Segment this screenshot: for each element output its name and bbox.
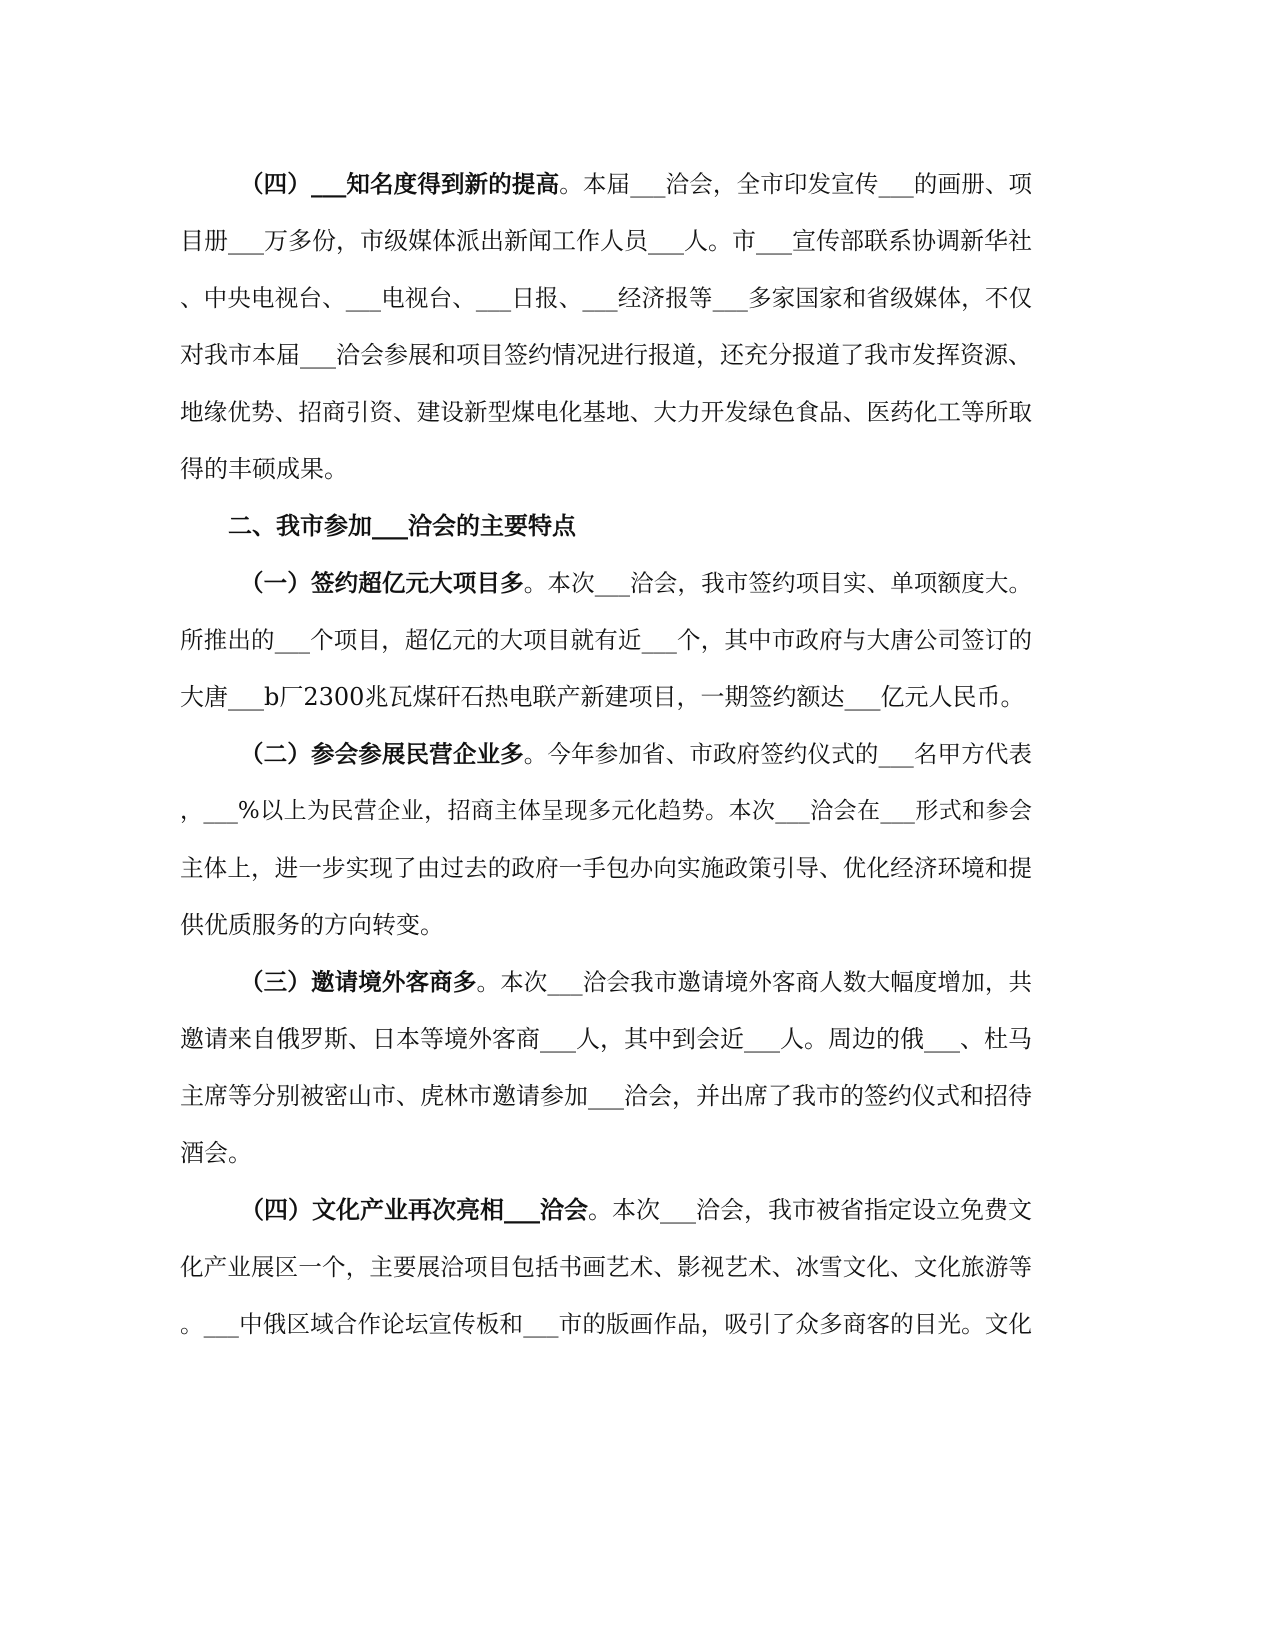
line-text: 邀请来自俄罗斯、日本等境外客商___人，其中到会近___人。周边的俄___、杜马 <box>180 1025 1032 1053</box>
text-line <box>180 796 1032 826</box>
text-line <box>240 967 1032 997</box>
line-text: 所推出的___个项目，超亿元的大项目就有近___个，其中市政府与大唐公司签订的 <box>180 626 1032 654</box>
text-line <box>180 625 1032 655</box>
line-text: 大唐___b厂2300兆瓦煤矸石热电联产新建项目，一期签约额达___亿元人民币。 <box>180 683 1025 711</box>
text-line <box>180 454 348 484</box>
line-text: 主席等分别被密山市、虎林市邀请参加___洽会，并出席了我市的签约仪式和招待 <box>180 1082 1032 1110</box>
text-line <box>240 1195 1032 1225</box>
subheading: （二）参会参展民营企业多 <box>240 740 524 768</box>
text-line <box>240 568 1032 598</box>
line-text: 酒会。 <box>180 1139 252 1167</box>
text-line <box>180 682 1024 712</box>
text-line <box>240 169 1032 199</box>
line-text: 对我市本届___洽会参展和项目签约情况进行报道，还充分报道了我市发挥资源、 <box>180 341 1032 369</box>
text-line <box>180 853 1032 883</box>
section-heading-text: 二、我市参加___洽会的主要特点 <box>228 511 576 540</box>
text-line <box>180 397 1032 427</box>
line-text: 。本次___洽会，我市被省指定设立免费文 <box>588 1196 1032 1224</box>
line-text: 。本次___洽会，我市签约项目实、单项额度大。 <box>523 569 1032 597</box>
section-heading <box>228 511 576 541</box>
text-line <box>180 1081 1032 1111</box>
text-line <box>240 739 1032 769</box>
line-text: ，___%以上为民营企业，招商主体呈现多元化趋势。本次___洽会在___形式和参会 <box>180 798 1032 824</box>
subheading: （三）邀请境外客商多 <box>240 968 477 996</box>
line-text: 。本届___洽会，全市印发宣传___的画册、项 <box>559 170 1033 198</box>
text-line <box>180 283 1032 313</box>
subheading: （四）___知名度得到新的提高 <box>240 170 560 198</box>
line-text: 。本次___洽会我市邀请境外客商人数大幅度增加，共 <box>476 968 1032 996</box>
line-text: 。今年参加省、市政府签约仪式的___名甲方代表 <box>523 740 1032 768</box>
text-line <box>180 910 444 940</box>
line-text: 化产业展区一个，主要展洽项目包括书画艺术、影视艺术、冰雪文化、文化旅游等 <box>180 1253 1032 1281</box>
text-line <box>180 226 1032 256</box>
line-text: 地缘优势、招商引资、建设新型煤电化基地、大力开发绿色食品、医药化工等所取 <box>180 398 1032 426</box>
line-text: 供优质服务的方向转变。 <box>180 911 444 939</box>
text-line <box>180 1138 252 1168</box>
text-line <box>180 340 1032 370</box>
text-line <box>180 1252 1032 1282</box>
line-text: 得的丰硕成果。 <box>180 455 348 483</box>
line-text: 、中央电视台、___电视台、___日报、___经济报等___多家国家和省级媒体，不仅 <box>180 284 1032 312</box>
text-line <box>180 1309 1032 1339</box>
subheading: （一）签约超亿元大项目多 <box>240 569 524 597</box>
text-line <box>180 1024 1032 1054</box>
subheading: （四）文化产业再次亮相___洽会 <box>240 1195 588 1224</box>
line-text: 目册___万多份，市级媒体派出新闻工作人员___人。市___宣传部联系协调新华社 <box>180 227 1032 255</box>
line-text: 。___中俄区域合作论坛宣传板和___市的版画作品，吸引了众多商客的目光。文化 <box>180 1310 1032 1338</box>
line-text: 主体上，进一步实现了由过去的政府一手包办向实施政策引导、优化经济环境和提 <box>180 854 1032 882</box>
